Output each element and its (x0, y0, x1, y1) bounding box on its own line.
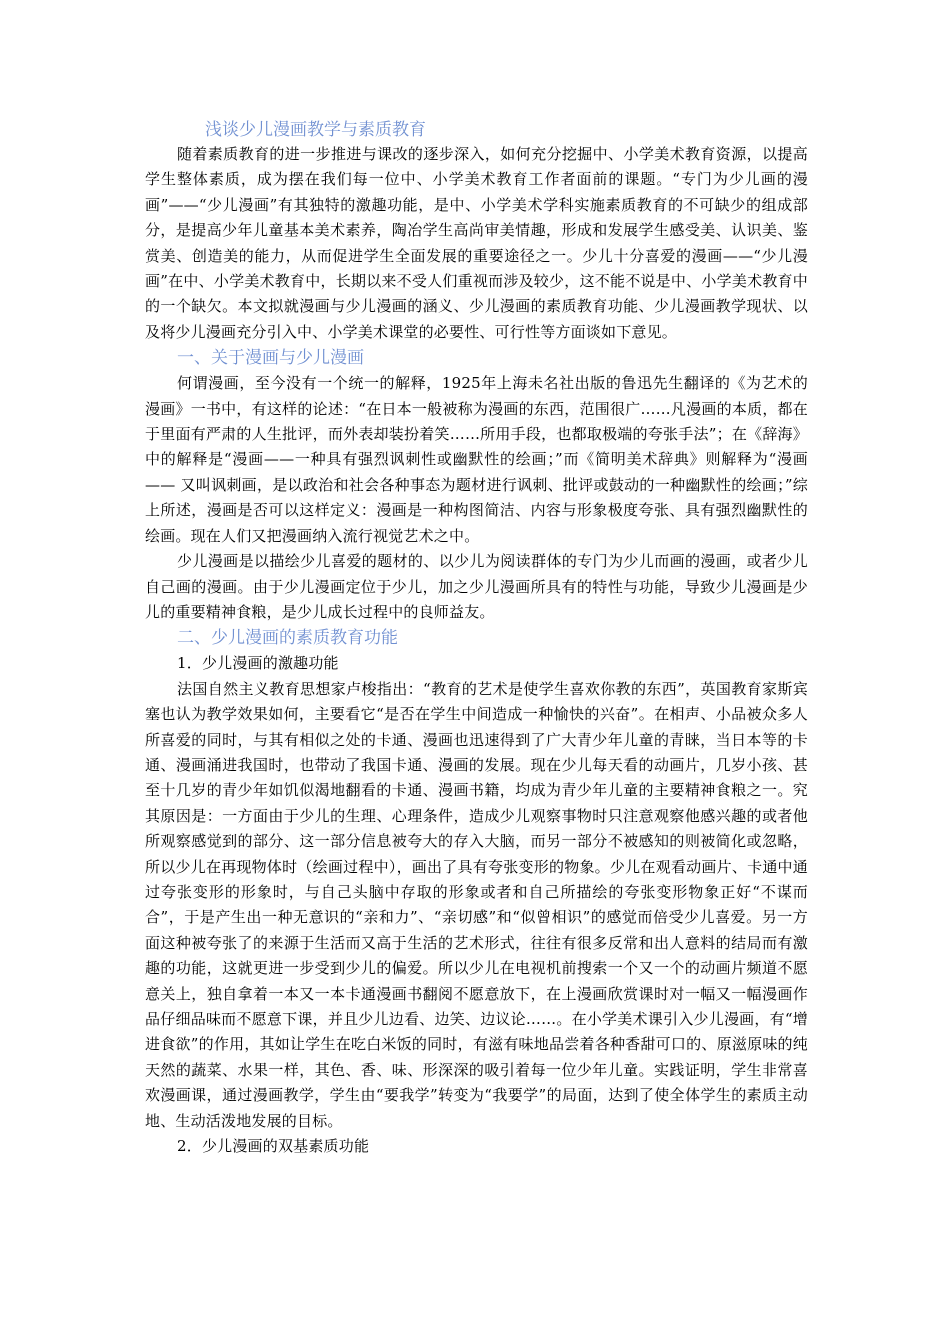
document-title: 浅谈少儿漫画教学与素质教育 (205, 120, 426, 140)
section-1-paragraph-2: 少儿漫画是以描绘少儿喜爱的题材的、以少儿为阅读群体的专门为少儿而画的漫画，或者少儿自己画的漫画。由于少儿漫画定位于少儿，加之少儿漫画所具有的特性与功能，导致少儿漫画是少儿的重要精神食粮，是少儿成长过程中的良师益友。 (145, 552, 808, 621)
section-1-heading: 一、关于漫画与少儿漫画 (177, 348, 364, 369)
section-2-subheading-2: 2．少儿漫画的双基素质功能 (177, 1137, 370, 1156)
document-page (145, 118, 808, 1159)
section-2-subheading-1: 1．少儿漫画的激趣功能 (177, 654, 339, 673)
intro-paragraph: 随着素质教育的进一步推进与课改的逐步深入，如何充分挖掘中、小学美术教育资源，以提高学生整体素质，成为摆在我们每一位中、小学美术教育工作者面前的课题。“专门为少儿画的漫画”——“少儿漫画”有其独特的激趣功能，是中、小学美术学科实施素质教育的不可缺少的组成部分，是提高少年儿童基本美术素养，陶冶学生高尚审美情趣，形成和发展学生感受美、认识美、鉴赏美、创造美的能力，从而促进学生全面发展的重要途径之一。少儿十分喜爱的漫画——“少儿漫画”在中、小学美术教育中，长期以来不受人们重视而涉及较少，这不能不说是中、小学美术教育中的一个缺欠。本文拟就漫画与少儿漫画的涵义、少儿漫画的素质教育功能、少儿漫画教学现状、以及将少儿漫画充分引入中、小学美术课堂的必要性、可行性等方面谈如下意见。 (145, 145, 808, 341)
section-2-heading: 二、少儿漫画的素质教育功能 (177, 628, 398, 649)
section-1-paragraph-1: 何谓漫画，至今没有一个统一的解释，1925年上海未名社出版的鲁迅先生翻译的《为艺术的漫画》一书中，有这样的论述：“在日本一般被称为漫画的东西，范围很广……凡漫画的本质，都在于里面有严肃的人生批评，而外表却装扮着笑……所用手段，也都取极端的夸张手法”；在《辞海》中的解释是“漫画——一种具有强烈讽刺性或幽默性的绘画；”而《简明美术辞典》则解释为“漫画—— 又叫讽刺画，是以政治和社会各种事态为题材进行讽刺、批评或鼓动的一种幽默性的绘画；”综上所述，漫画是否可以这样定义：漫画是一种构图简洁、内容与形象极度夸张、具有强烈幽默性的绘画。现在人们又把漫画纳入流行视觉艺术之中。 (145, 374, 808, 545)
section-2-paragraph-1: 法国自然主义教育思想家卢梭指出：“教育的艺术是使学生喜欢你教的东西”，英国教育家斯宾塞也认为教学效果如何，主要看它“是否在学生中间造成一种愉快的兴奋”。在相声、小品被众多人所喜爱的同时，与其有相似之处的卡通、漫画也迅速得到了广大青少年儿童的青睐，当日本等的卡通、漫画涌进我国时，也带动了我国卡通、漫画的发展。现在少儿每天看的动画片，几岁小孩、甚至十几岁的青少年如饥似渴地翻看的卡通、漫画书籍，均成为青少年儿童的主要精神食粮之一。究其原因是：一方面由于少儿的生理、心理条件，造成少儿观察事物时只注意观察他感兴趣的或者他所观察感觉到的部分、这一部分信息被夸大的存入大脑，而另一部分不被感知的则被简化或忽略，所以少儿在再现物体时（绘画过程中），画出了具有夸张变形的物象。少儿在观看动画片、卡通中通过夸张变形的形象时，与自己头脑中存取的形象或者和自己所描绘的夸张变形物象正好“不谋而合”，于是产生出一种无意识的“亲和力”、“亲切感”和“似曾相识”的感觉而倍受少儿喜爱。另一方面这种被夸张了的来源于生活而又高于生活的艺术形式，往往有很多反常和出人意料的结局而有激趣的功能，这就更进一步受到少儿的偏爱。所以少儿在电视机前搜索一个又一个的动画片频道不愿意关上，独自拿着一本又一本卡通漫画书翻阅不愿意放下，在上漫画欣赏课时对一幅又一幅漫画作品仔细品味而不愿意下课，并且少儿边看、边笑、边议论……。在小学美术课引入少儿漫画，有“增进食欲”的作用，其如让学生在吃白米饭的同时，有滋有味地品尝着各种香甜可口的、原滋原味的纯天然的蔬菜、水果一样，其色、香、味、形深深的吸引着每一位少年儿童。实践证明，学生非常喜欢漫画课，通过漫画教学，学生由“要我学”转变为“我要学”的局面，达到了使全体学生的素质主动地、生动活泼地发展的目标。 (145, 679, 808, 1130)
